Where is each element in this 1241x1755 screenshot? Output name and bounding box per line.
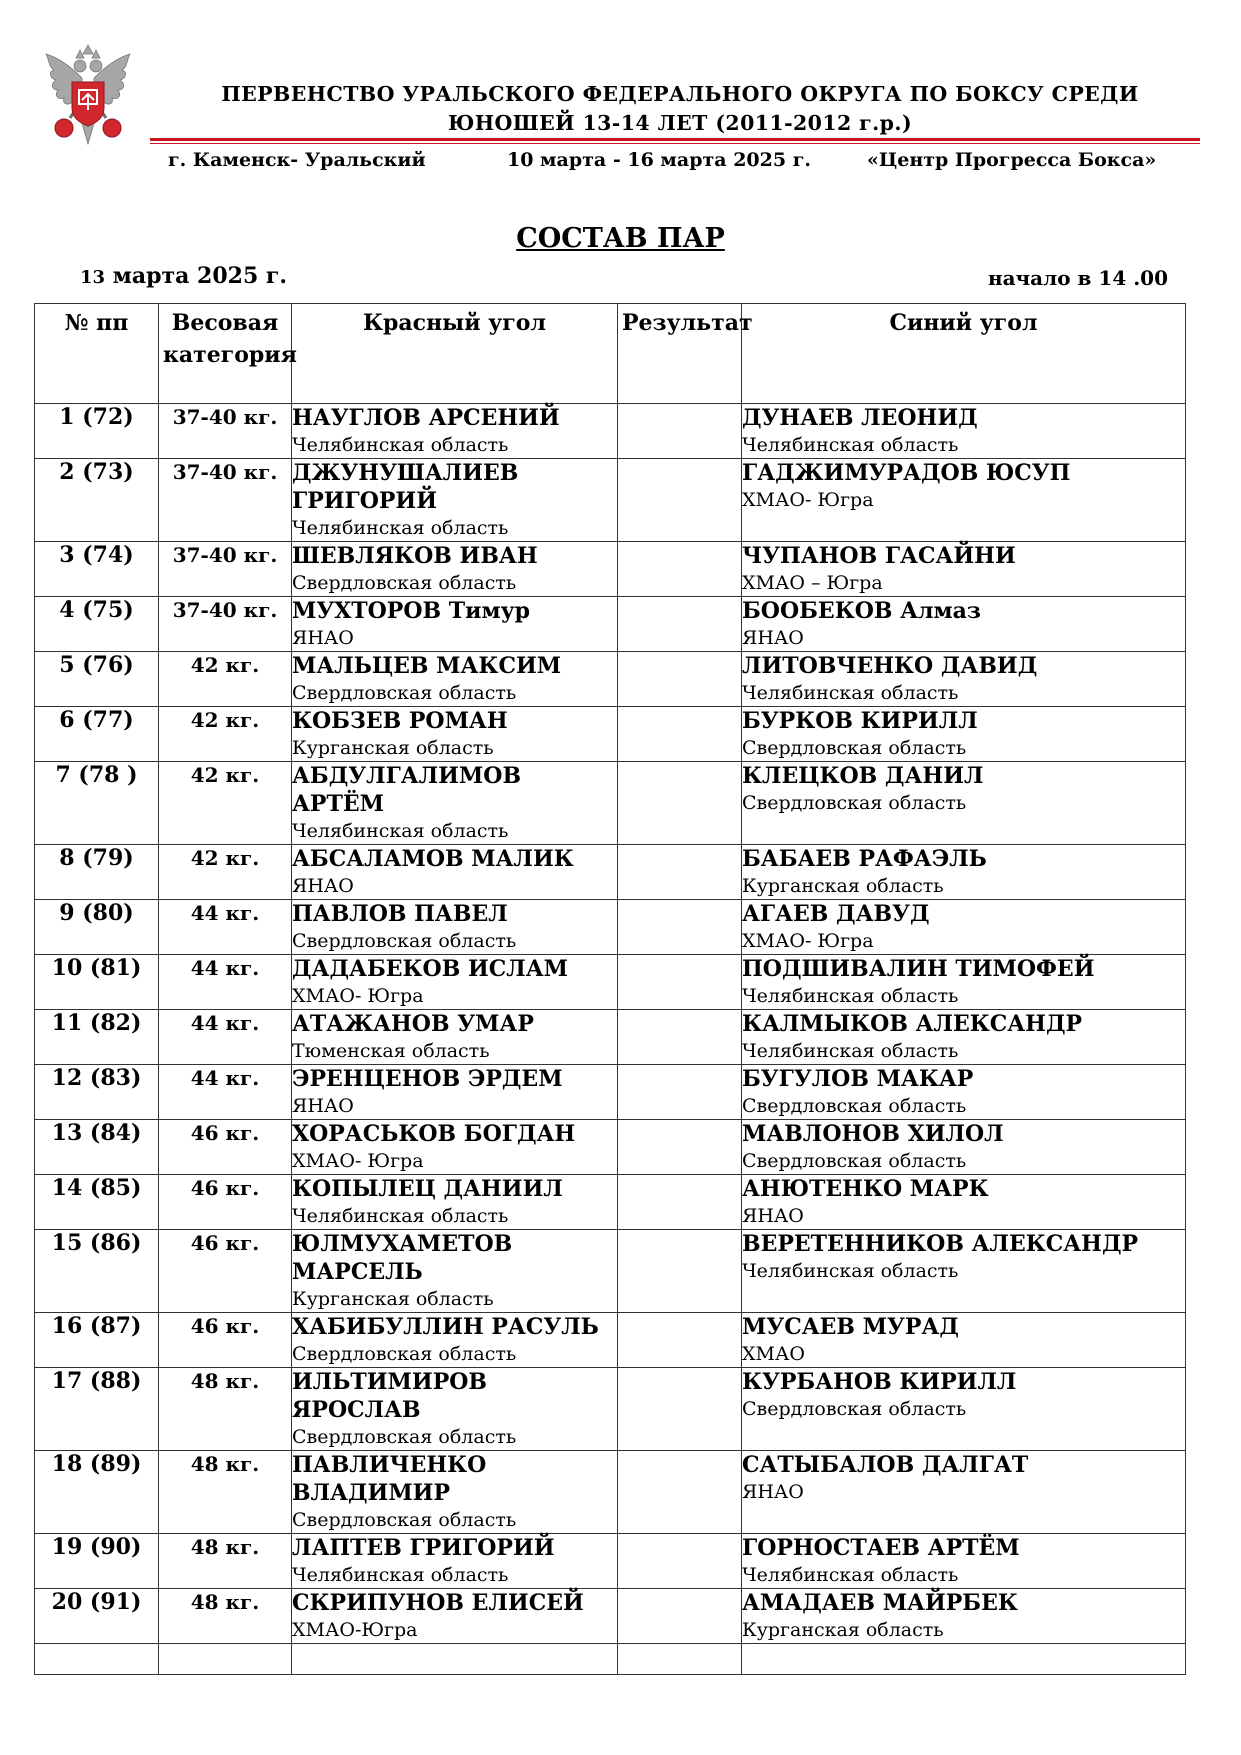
- red-fighter-region: Свердловская область: [292, 1343, 517, 1365]
- championship-title-line2: ЮНОШЕЙ 13-14 ЛЕТ (2011-2012 г.р.): [447, 111, 913, 135]
- blue-corner-cell: [742, 900, 1186, 955]
- red-corner-cell: [292, 652, 618, 707]
- weight-category: 46 кг.: [159, 1120, 292, 1175]
- red-fighter-region: ХМАО- Югра: [292, 985, 424, 1007]
- table-row: [35, 707, 1186, 762]
- blue-fighter-name: МАВЛОНОВ ХИЛОЛ: [742, 1121, 1004, 1147]
- blue-corner-cell: [742, 404, 1186, 459]
- blue-fighter-name: БООБЕКОВ Алмаз: [742, 598, 981, 624]
- red-fighter-region: ЯНАО: [292, 1095, 354, 1117]
- championship-title-line1: ПЕРВЕНСТВО УРАЛЬСКОГО ФЕДЕРАЛЬНОГО ОКРУГА ПО БОКСУ СРЕДИ: [221, 82, 1139, 106]
- result-cell[interactable]: [618, 652, 742, 707]
- weight-category: 48 кг.: [159, 1451, 292, 1534]
- bout-number: 4 (75): [35, 597, 159, 652]
- blue-corner-cell: [742, 955, 1186, 1010]
- header-divider: [150, 138, 1200, 141]
- result-cell[interactable]: [618, 1010, 742, 1065]
- red-fighter-name: АБСАЛАМОВ МАЛИК: [292, 846, 574, 872]
- red-fighter-region: Свердловская область: [292, 1509, 517, 1531]
- red-fighter-name: ПАВЛОВ ПАВЕЛ: [292, 901, 508, 927]
- blue-corner-cell: [742, 1175, 1186, 1230]
- blue-fighter-region: Челябинская область: [742, 985, 959, 1007]
- blue-corner-cell: [742, 459, 1186, 542]
- red-corner-cell: [292, 1451, 618, 1534]
- result-cell[interactable]: [618, 1230, 742, 1313]
- header-num: № пп: [35, 304, 159, 404]
- bout-number: 20 (91): [35, 1589, 159, 1644]
- header-weight: Весовая категория: [159, 304, 292, 404]
- red-corner-cell: [292, 459, 618, 542]
- red-fighter-name: ЭРЕНЦЕНОВ ЭРДЕМ: [292, 1066, 563, 1092]
- blue-fighter-name: КЛЕЦКОВ ДАНИЛ: [742, 763, 984, 789]
- result-cell[interactable]: [618, 597, 742, 652]
- empty-cell: [292, 1644, 618, 1675]
- header-result: Результат: [618, 304, 742, 404]
- red-corner-cell: [292, 597, 618, 652]
- blue-fighter-region: Челябинская область: [742, 682, 959, 704]
- result-cell[interactable]: [618, 1534, 742, 1589]
- blue-corner-cell: [742, 652, 1186, 707]
- blue-fighter-region: Курганская область: [742, 875, 944, 897]
- table-row: [35, 597, 1186, 652]
- red-fighter-region: Свердловская область: [292, 572, 517, 594]
- blue-fighter-name: БУГУЛОВ МАКАР: [742, 1066, 974, 1092]
- weight-category: 46 кг.: [159, 1175, 292, 1230]
- document-title: СОСТАВ ПАР: [516, 223, 725, 254]
- weight-category: 48 кг.: [159, 1534, 292, 1589]
- bout-date-day: 13: [80, 267, 106, 288]
- red-fighter-name: ЮЛМУХАМЕТОВ МАРСЕЛЬ: [292, 1231, 513, 1285]
- red-corner-cell: [292, 1010, 618, 1065]
- red-corner-cell: [292, 845, 618, 900]
- pairs-table: [34, 303, 1186, 1675]
- red-fighter-name: ЛАПТЕВ ГРИГОРИЙ: [292, 1535, 555, 1561]
- red-corner-cell: [292, 542, 618, 597]
- blue-fighter-name: ЧУПАНОВ ГАСАЙНИ: [742, 543, 1016, 569]
- empty-table-row: [35, 1644, 1186, 1675]
- result-cell[interactable]: [618, 1368, 742, 1451]
- table-row: [35, 955, 1186, 1010]
- weight-category: 44 кг.: [159, 955, 292, 1010]
- blue-fighter-region: Свердловская область: [742, 1095, 967, 1117]
- blue-fighter-name: БАБАЕВ РАФАЭЛЬ: [742, 846, 987, 872]
- bout-number: 18 (89): [35, 1451, 159, 1534]
- result-cell[interactable]: [618, 404, 742, 459]
- table-row: [35, 1065, 1186, 1120]
- red-fighter-region: ЯНАО: [292, 875, 354, 897]
- result-cell[interactable]: [618, 1451, 742, 1534]
- blue-fighter-name: ПОДШИВАЛИН ТИМОФЕЙ: [742, 956, 1095, 982]
- result-cell[interactable]: [618, 542, 742, 597]
- red-fighter-name: АБДУЛГАЛИМОВ АРТЁМ: [292, 763, 522, 817]
- table-row: [35, 1313, 1186, 1368]
- table-row: [35, 459, 1186, 542]
- bout-number: 3 (74): [35, 542, 159, 597]
- ministry-emblem-icon: [42, 44, 134, 148]
- red-fighter-name: ХОРАСЬКОВ БОГДАН: [292, 1121, 576, 1147]
- red-corner-cell: [292, 1589, 618, 1644]
- bout-date: [80, 263, 287, 289]
- result-cell[interactable]: [618, 900, 742, 955]
- table-row: [35, 762, 1186, 845]
- red-fighter-region: Челябинская область: [292, 1564, 509, 1586]
- blue-fighter-name: САТЫБАЛОВ ДАЛГАТ: [742, 1452, 1029, 1478]
- table-row: [35, 1175, 1186, 1230]
- red-corner-cell: [292, 1230, 618, 1313]
- blue-corner-cell: [742, 1010, 1186, 1065]
- header-blue-corner: Синий угол: [742, 304, 1186, 404]
- blue-corner-cell: [742, 762, 1186, 845]
- weight-category: 48 кг.: [159, 1368, 292, 1451]
- blue-corner-cell: [742, 1368, 1186, 1451]
- weight-category: 48 кг.: [159, 1589, 292, 1644]
- blue-fighter-region: Челябинская область: [742, 1564, 959, 1586]
- red-corner-cell: [292, 1313, 618, 1368]
- blue-fighter-region: Курганская область: [742, 1619, 944, 1641]
- table-row: [35, 1230, 1186, 1313]
- blue-fighter-region: ХМАО – Югра: [742, 572, 883, 594]
- weight-category: 44 кг.: [159, 900, 292, 955]
- blue-corner-cell: [742, 1589, 1186, 1644]
- red-fighter-region: Свердловская область: [292, 930, 517, 952]
- blue-fighter-name: КУРБАНОВ КИРИЛЛ: [742, 1369, 1017, 1395]
- weight-category: 42 кг.: [159, 652, 292, 707]
- red-corner-cell: [292, 707, 618, 762]
- blue-fighter-region: ХМАО: [742, 1343, 805, 1365]
- blue-corner-cell: [742, 1230, 1186, 1313]
- bout-number: 12 (83): [35, 1065, 159, 1120]
- blue-fighter-name: ДУНАЕВ ЛЕОНИД: [742, 405, 978, 431]
- blue-fighter-name: АГАЕВ ДАВУД: [742, 901, 930, 927]
- red-corner-cell: [292, 404, 618, 459]
- red-corner-cell: [292, 1175, 618, 1230]
- table-row: [35, 1368, 1186, 1451]
- bout-number: 19 (90): [35, 1534, 159, 1589]
- red-fighter-name: НАУГЛОВ АРСЕНИЙ: [292, 405, 560, 431]
- blue-fighter-name: БУРКОВ КИРИЛЛ: [742, 708, 978, 734]
- red-fighter-name: ДЖУНУШАЛИЕВ ГРИГОРИЙ: [292, 460, 519, 514]
- header-red-corner: Красный угол: [292, 304, 618, 404]
- bout-number: 15 (86): [35, 1230, 159, 1313]
- result-cell[interactable]: [618, 707, 742, 762]
- red-fighter-name: МАЛЬЦЕВ МАКСИМ: [292, 653, 562, 679]
- table-row: [35, 1010, 1186, 1065]
- event-venue: «Центр Прогресса Бокса»: [867, 149, 1157, 171]
- blue-fighter-region: Свердловская область: [742, 737, 967, 759]
- red-fighter-region: Курганская область: [292, 737, 494, 759]
- blue-corner-cell: [742, 1534, 1186, 1589]
- bout-number: 14 (85): [35, 1175, 159, 1230]
- header-divider-thin: [150, 143, 1200, 144]
- result-cell[interactable]: [618, 955, 742, 1010]
- weight-category: 46 кг.: [159, 1230, 292, 1313]
- blue-corner-cell: [742, 597, 1186, 652]
- red-fighter-name: ШЕВЛЯКОВ ИВАН: [292, 543, 538, 569]
- start-time: начало в 14 .00: [987, 266, 1168, 290]
- bout-number: 16 (87): [35, 1313, 159, 1368]
- red-fighter-name: ДАДАБЕКОВ ИСЛАМ: [292, 956, 568, 982]
- bout-number: 10 (81): [35, 955, 159, 1010]
- red-fighter-region: Свердловская область: [292, 1426, 517, 1448]
- bout-number: 2 (73): [35, 459, 159, 542]
- bout-number: 13 (84): [35, 1120, 159, 1175]
- table-row: [35, 1120, 1186, 1175]
- blue-fighter-name: КАЛМЫКОВ АЛЕКСАНДР: [742, 1011, 1083, 1037]
- red-corner-cell: [292, 955, 618, 1010]
- blue-fighter-region: ХМАО- Югра: [742, 930, 874, 952]
- red-corner-cell: [292, 1065, 618, 1120]
- result-cell[interactable]: [618, 1313, 742, 1368]
- blue-fighter-region: ХМАО- Югра: [742, 489, 874, 511]
- blue-fighter-region: Свердловская область: [742, 792, 967, 814]
- blue-fighter-name: ГАДЖИМУРАДОВ ЮСУП: [742, 460, 1071, 486]
- table-row: [35, 900, 1186, 955]
- table-row: [35, 1451, 1186, 1534]
- bout-number: 8 (79): [35, 845, 159, 900]
- red-fighter-region: Челябинская область: [292, 820, 509, 842]
- table-row: [35, 845, 1186, 900]
- weight-category: 37-40 кг.: [159, 542, 292, 597]
- bout-number: 5 (76): [35, 652, 159, 707]
- result-cell[interactable]: [618, 1120, 742, 1175]
- blue-fighter-region: Челябинская область: [742, 434, 959, 456]
- red-fighter-region: ХМАО-Югра: [292, 1619, 418, 1641]
- result-cell[interactable]: [618, 762, 742, 845]
- result-cell[interactable]: [618, 1589, 742, 1644]
- blue-fighter-name: АМАДАЕВ МАЙРБЕК: [742, 1590, 1018, 1616]
- red-fighter-region: ХМАО- Югра: [292, 1150, 424, 1172]
- table-row: [35, 1534, 1186, 1589]
- blue-fighter-name: ВЕРЕТЕННИКОВ АЛЕКСАНДР: [742, 1231, 1139, 1257]
- table-row: [35, 404, 1186, 459]
- empty-cell: [159, 1644, 292, 1675]
- red-fighter-name: КОБЗЕВ РОМАН: [292, 708, 508, 734]
- red-fighter-region: ЯНАО: [292, 627, 354, 649]
- blue-fighter-region: ЯНАО: [742, 627, 804, 649]
- weight-category: 37-40 кг.: [159, 597, 292, 652]
- bout-number: 1 (72): [35, 404, 159, 459]
- red-fighter-name: СКРИПУНОВ ЕЛИСЕЙ: [292, 1590, 584, 1616]
- blue-corner-cell: [742, 1120, 1186, 1175]
- red-corner-cell: [292, 1368, 618, 1451]
- event-dates: 10 марта - 16 марта 2025 г.: [507, 149, 811, 171]
- table-row: [35, 1589, 1186, 1644]
- empty-cell: [742, 1644, 1186, 1675]
- empty-cell: [618, 1644, 742, 1675]
- bout-number: 9 (80): [35, 900, 159, 955]
- red-fighter-name: МУХТОРОВ Тимур: [292, 598, 531, 624]
- red-fighter-region: Челябинская область: [292, 434, 509, 456]
- red-fighter-name: ХАБИБУЛЛИН РАСУЛЬ: [292, 1314, 599, 1340]
- blue-corner-cell: [742, 845, 1186, 900]
- result-cell[interactable]: [618, 1065, 742, 1120]
- blue-fighter-region: Свердловская область: [742, 1398, 967, 1420]
- blue-corner-cell: [742, 707, 1186, 762]
- empty-cell: [35, 1644, 159, 1675]
- red-fighter-name: АТАЖАНОВ УМАР: [292, 1011, 534, 1037]
- blue-fighter-name: ЛИТОВЧЕНКО ДАВИД: [742, 653, 1038, 679]
- event-city: г. Каменск- Уральский: [168, 149, 426, 171]
- red-fighter-name: ИЛЬТИМИРОВ ЯРОСЛАВ: [292, 1369, 487, 1423]
- table-header-row: [35, 304, 1186, 404]
- bout-number: 7 (78 ): [35, 762, 159, 845]
- blue-corner-cell: [742, 542, 1186, 597]
- weight-category: 42 кг.: [159, 845, 292, 900]
- bout-date-month-year: марта 2025 г.: [105, 263, 288, 289]
- red-fighter-region: Курганская область: [292, 1288, 494, 1310]
- blue-fighter-name: ГОРНОСТАЕВ АРТЁМ: [742, 1535, 1020, 1561]
- blue-fighter-region: Свердловская область: [742, 1150, 967, 1172]
- red-corner-cell: [292, 1120, 618, 1175]
- weight-category: 46 кг.: [159, 1313, 292, 1368]
- red-fighter-region: Челябинская область: [292, 517, 509, 539]
- weight-category: 37-40 кг.: [159, 459, 292, 542]
- red-corner-cell: [292, 900, 618, 955]
- blue-corner-cell: [742, 1065, 1186, 1120]
- weight-category: 44 кг.: [159, 1065, 292, 1120]
- blue-fighter-name: АНЮТЕНКО МАРК: [742, 1176, 989, 1202]
- blue-corner-cell: [742, 1313, 1186, 1368]
- red-fighter-name: ПАВЛИЧЕНКО ВЛАДИМИР: [292, 1452, 487, 1506]
- weight-category: 42 кг.: [159, 762, 292, 845]
- red-corner-cell: [292, 762, 618, 845]
- blue-fighter-name: МУСАЕВ МУРАД: [742, 1314, 959, 1340]
- weight-category: 42 кг.: [159, 707, 292, 762]
- bout-number: 17 (88): [35, 1368, 159, 1451]
- bout-number: 6 (77): [35, 707, 159, 762]
- blue-fighter-region: ЯНАО: [742, 1205, 804, 1227]
- red-corner-cell: [292, 1534, 618, 1589]
- result-cell[interactable]: [618, 1175, 742, 1230]
- blue-fighter-region: Челябинская область: [742, 1040, 959, 1062]
- red-fighter-region: Челябинская область: [292, 1205, 509, 1227]
- blue-fighter-region: Челябинская область: [742, 1260, 959, 1282]
- weight-category: 44 кг.: [159, 1010, 292, 1065]
- bout-number: 11 (82): [35, 1010, 159, 1065]
- red-fighter-name: КОПЫЛЕЦ ДАНИИЛ: [292, 1176, 563, 1202]
- table-row: [35, 652, 1186, 707]
- weight-category: 37-40 кг.: [159, 404, 292, 459]
- red-fighter-region: Тюменская область: [292, 1040, 490, 1062]
- result-cell[interactable]: [618, 459, 742, 542]
- red-fighter-region: Свердловская область: [292, 682, 517, 704]
- table-row: [35, 542, 1186, 597]
- result-cell[interactable]: [618, 845, 742, 900]
- blue-fighter-region: ЯНАО: [742, 1481, 804, 1503]
- blue-corner-cell: [742, 1451, 1186, 1534]
